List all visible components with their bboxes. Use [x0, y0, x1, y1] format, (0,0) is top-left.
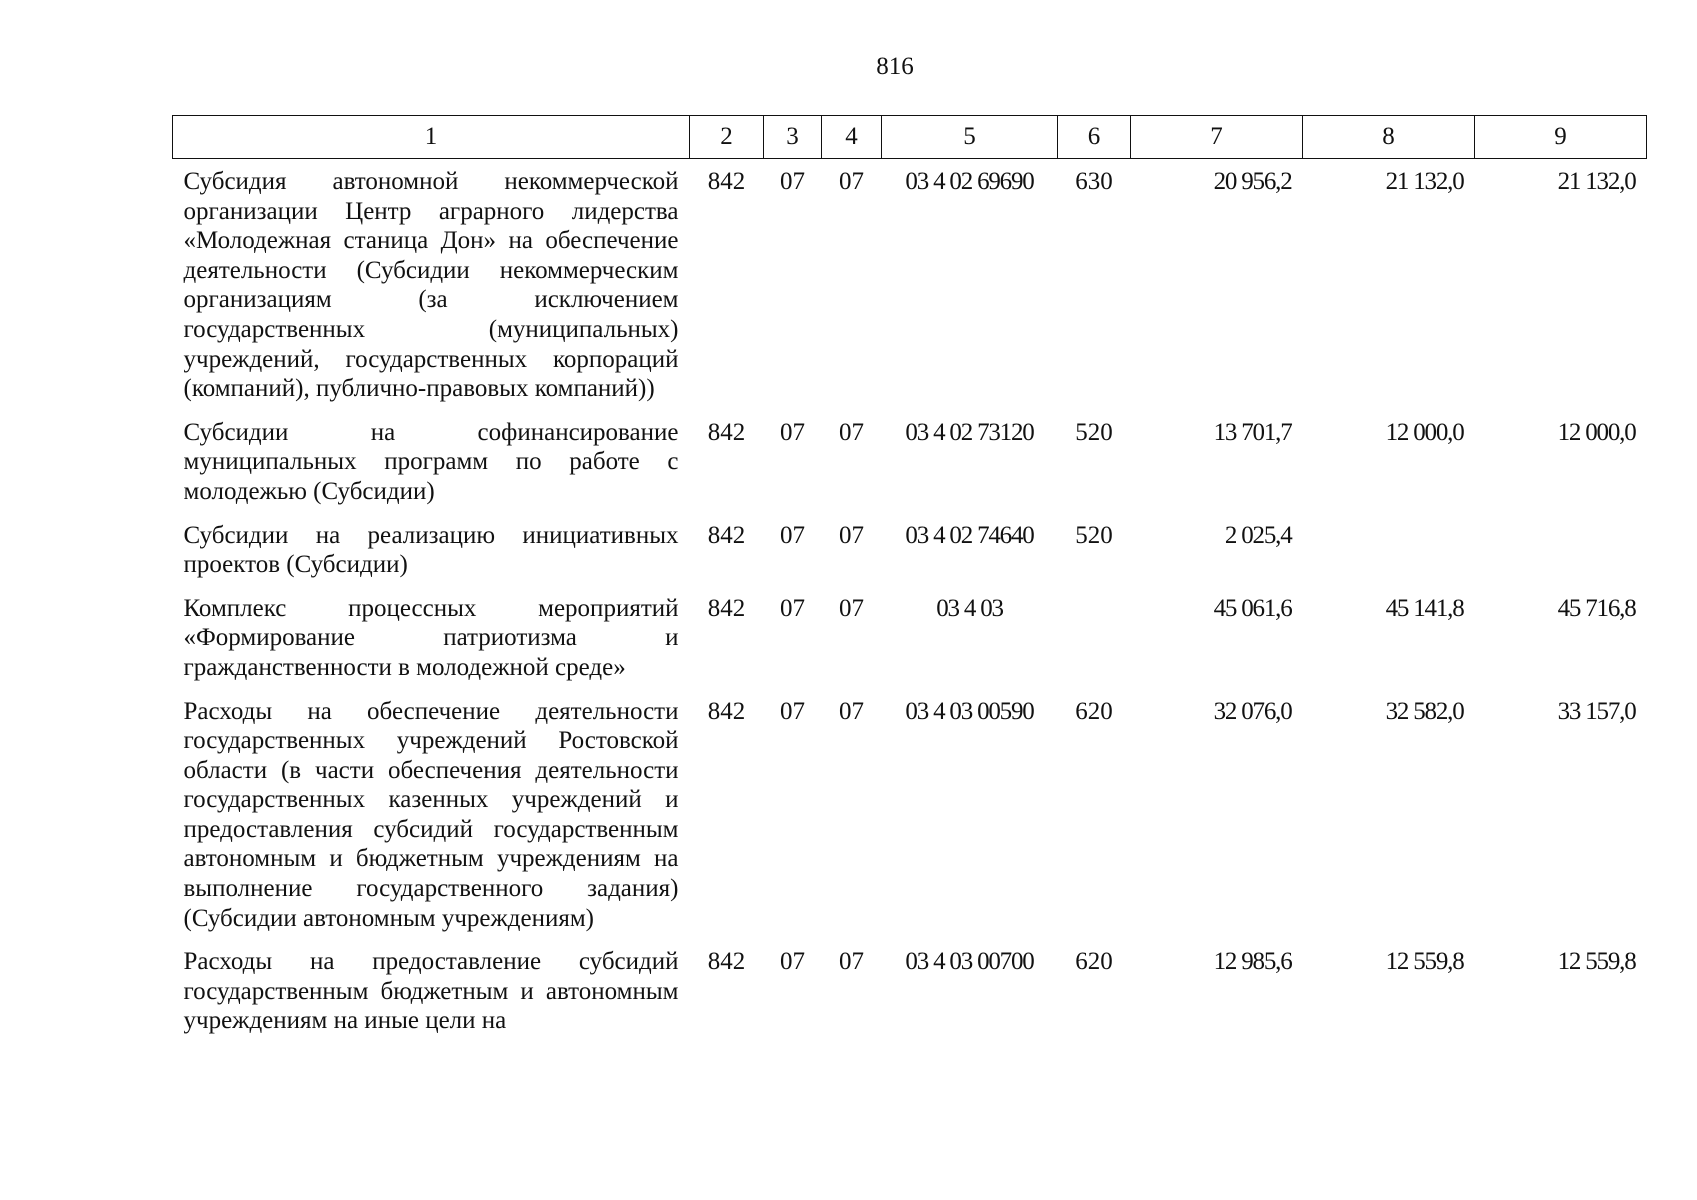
row-col-2: 842 — [707, 594, 746, 622]
row-col-7: 20 956,2 — [1213, 168, 1292, 195]
row-col-5: 03 4 03 00700 — [905, 948, 1034, 976]
row-col-4: 07 — [839, 418, 864, 446]
row-col-5: 03 4 02 73120 — [905, 418, 1034, 446]
row-col-8: 32 582,0 — [1385, 697, 1464, 725]
row-col-4: 07 — [839, 168, 864, 195]
row-description: Расходы на обеспечение деятельности государственных учреждений Ростовской области (в части обеспечения деятельности государственных казенных учреждений и предоставления субсидий государственным автономным и бюджетным учреждениям на выполнение государственного задания) (Субсидии автономным учреждениям) — [183, 697, 679, 932]
row-col-5: 03 4 03 — [936, 594, 1003, 622]
row-description: Расходы на предоставление субсидий государственным бюджетным и автономным учреждениям на иные цели на — [183, 948, 679, 1035]
table-row — [173, 521, 1647, 594]
row-col-2: 842 — [707, 521, 746, 549]
row-col-2: 842 — [707, 418, 746, 446]
row-col-7: 13 701,7 — [1213, 418, 1292, 446]
row-col-3: 07 — [780, 521, 805, 549]
header-col-9: 9 — [1475, 116, 1647, 159]
budget-table — [172, 115, 1647, 1050]
table-row — [173, 594, 1647, 697]
row-col-2: 842 — [707, 697, 746, 725]
row-col-4: 07 — [839, 521, 864, 549]
row-col-5: 03 4 02 74640 — [905, 521, 1034, 549]
row-col-7: 12 985,6 — [1213, 948, 1292, 976]
row-col-4: 07 — [839, 594, 864, 622]
table-header-row — [173, 116, 1647, 159]
header-col-8: 8 — [1303, 116, 1475, 159]
row-col-5: 03 4 02 69690 — [905, 168, 1034, 195]
row-description: Субсидии на реализацию инициативных проектов (Субсидии) — [183, 521, 679, 579]
row-col-6: 520 — [1075, 521, 1113, 549]
row-col-8: 12 559,8 — [1385, 948, 1464, 976]
header-col-4: 4 — [822, 116, 882, 159]
table-row — [173, 418, 1647, 521]
table-row — [173, 697, 1647, 948]
row-description: Комплекс процессных мероприятий «Формирование патриотизма и гражданственности в молодежной среде» — [183, 594, 679, 681]
header-col-3: 3 — [764, 116, 822, 159]
row-col-9: 21 132,0 — [1557, 168, 1636, 195]
row-col-8 — [1303, 521, 1475, 594]
row-col-8: 21 132,0 — [1385, 168, 1464, 195]
row-col-3: 07 — [780, 418, 805, 446]
row-col-9: 33 157,0 — [1557, 697, 1636, 725]
row-col-6: 630 — [1075, 168, 1113, 195]
row-col-7: 45 061,6 — [1213, 594, 1292, 622]
header-col-1: 1 — [173, 116, 690, 159]
row-col-6: 620 — [1075, 697, 1113, 725]
row-col-9: 45 716,8 — [1557, 594, 1636, 622]
row-col-6 — [1058, 594, 1131, 697]
page-number: 816 — [876, 53, 914, 80]
row-col-3: 07 — [780, 948, 805, 976]
row-col-2: 842 — [707, 168, 746, 195]
row-col-8: 45 141,8 — [1385, 594, 1464, 622]
header-col-7: 7 — [1131, 116, 1303, 159]
row-col-7: 2 025,4 — [1224, 521, 1292, 549]
row-col-7: 32 076,0 — [1213, 697, 1292, 725]
row-col-3: 07 — [780, 697, 805, 725]
row-col-5: 03 4 03 00590 — [905, 697, 1034, 725]
row-col-2: 842 — [707, 948, 746, 976]
header-col-2: 2 — [690, 116, 764, 159]
table-row — [173, 159, 1647, 418]
row-col-4: 07 — [839, 697, 864, 725]
row-col-6: 620 — [1075, 948, 1113, 976]
row-col-9: 12 000,0 — [1557, 418, 1636, 446]
row-description: Субсидии на софинансирование муниципальных программ по работе с молодежью (Субсидии) — [183, 418, 679, 505]
row-col-4: 07 — [839, 948, 864, 976]
row-col-3: 07 — [780, 168, 805, 195]
row-description: Субсидия автономной некоммерческой организации Центр аграрного лидерства «Молодежная станица Дон» на обеспечение деятельности (Субсидии некоммерческим организациям (за исключением государственных (муниципальных) учреждений, государственных корпораций (компаний), публично-правовых компаний)) — [183, 168, 679, 403]
row-col-9 — [1475, 521, 1647, 594]
header-col-6: 6 — [1058, 116, 1131, 159]
table-row — [173, 947, 1647, 1050]
row-col-3: 07 — [780, 594, 805, 622]
row-col-8: 12 000,0 — [1385, 418, 1464, 446]
header-col-5: 5 — [882, 116, 1058, 159]
row-col-6: 520 — [1075, 418, 1113, 446]
row-col-9: 12 559,8 — [1557, 948, 1636, 976]
